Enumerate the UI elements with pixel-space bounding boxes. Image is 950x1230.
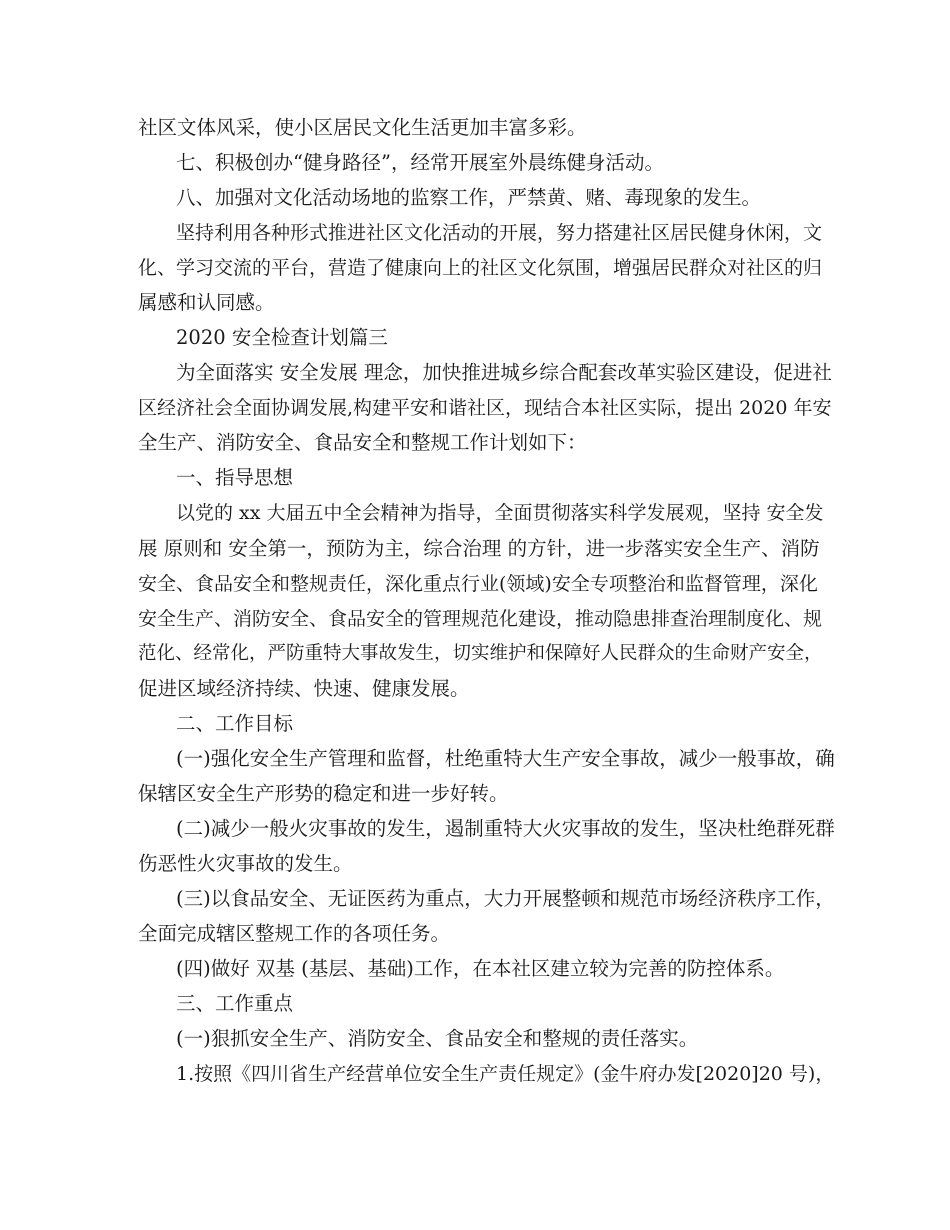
text-line: (四)做好 双基 (基层、基础)工作，在本社区建立较为完善的防控体系。 (176, 957, 785, 980)
text-line: 安全、食品安全和整规责任，深化重点行业(领域)安全专项整治和监督管理，深化 (138, 573, 818, 595)
text-line: 伤恶性火灾事故的发生。 (138, 852, 353, 875)
text-line: 八、加强对文化活动场地的监察工作，严禁黄、赌、毒现象的发生。 (176, 186, 762, 209)
text-line: 为全面落实 安全发展 理念，加快推进城乡综合配套改革实验区建设，促进社 (176, 361, 832, 384)
section-heading: 2020 安全检查计划篇三 (176, 326, 388, 349)
text-line: 属感和认同感。 (138, 291, 275, 314)
text-line: 以党的 xx 大届五中全会精神为指导，全面贯彻落实科学发展观，坚持 安全发 (176, 502, 824, 524)
text-line: 七、积极创办“健身路径”，经常开展室外晨练健身活动。 (176, 151, 664, 174)
section-heading: 二、工作目标 (176, 712, 294, 735)
text-line: (二)减少一般火灾事故的发生，遏制重特大火灾事故的发生，坚决杜绝群死群 (176, 817, 835, 840)
text-line: 范化、经常化，严防重特大事故发生，切实维护和保障好人民群众的生命财产安全， (138, 643, 823, 664)
text-line: 促进区域经济持续、快速、健康发展。 (138, 677, 470, 700)
text-line: 社区文体风采，使小区居民文化生活更加丰富多彩。 (138, 116, 587, 139)
text-line: 保辖区安全生产形势的稳定和进一步好转。 (138, 782, 509, 805)
text-line: 化、学习交流的平台，营造了健康向上的社区文化氛围，增强居民群众对社区的归 (138, 257, 823, 279)
text-line: (三)以食品安全、无证医药为重点，大力开展整顿和规范市场经济秩序工作， (176, 887, 835, 910)
text-line: 展 原则和 安全第一，预防为主，综合治理 的方针，进一步落实安全生产、消防 (138, 537, 820, 560)
text-line: 坚持利用各种形式推进社区文化活动的开展，努力搭建社区居民健身休闲，文 (176, 222, 823, 244)
text-line: 全生产、消防安全、食品安全和整规工作计划如下： (138, 431, 587, 454)
text-line: 全面完成辖区整规工作的各项任务。 (138, 922, 451, 945)
text-line: (一)狠抓安全生产、消防安全、食品安全和整规的责任落实。 (176, 1027, 699, 1050)
text-line: (一)强化安全生产管理和监督，杜绝重特大生产安全事故，减少一般事故，确 (176, 747, 835, 770)
section-heading: 三、工作重点 (176, 992, 294, 1015)
text-line: 区经济社会全面协调发展,构建平安和谐社区，现结合本社区实际，提出 2020 年安 (138, 397, 832, 419)
text-line: 安全生产、消防安全、食品安全的管理规范化建设，推动隐患排查治理制度化、规 (138, 608, 823, 630)
text-line: 1.按照《四川省生产经营单位安全生产责任规定》(金牛府办发[2020]20 号)， (176, 1063, 835, 1085)
section-heading: 一、指导思想 (176, 466, 294, 489)
